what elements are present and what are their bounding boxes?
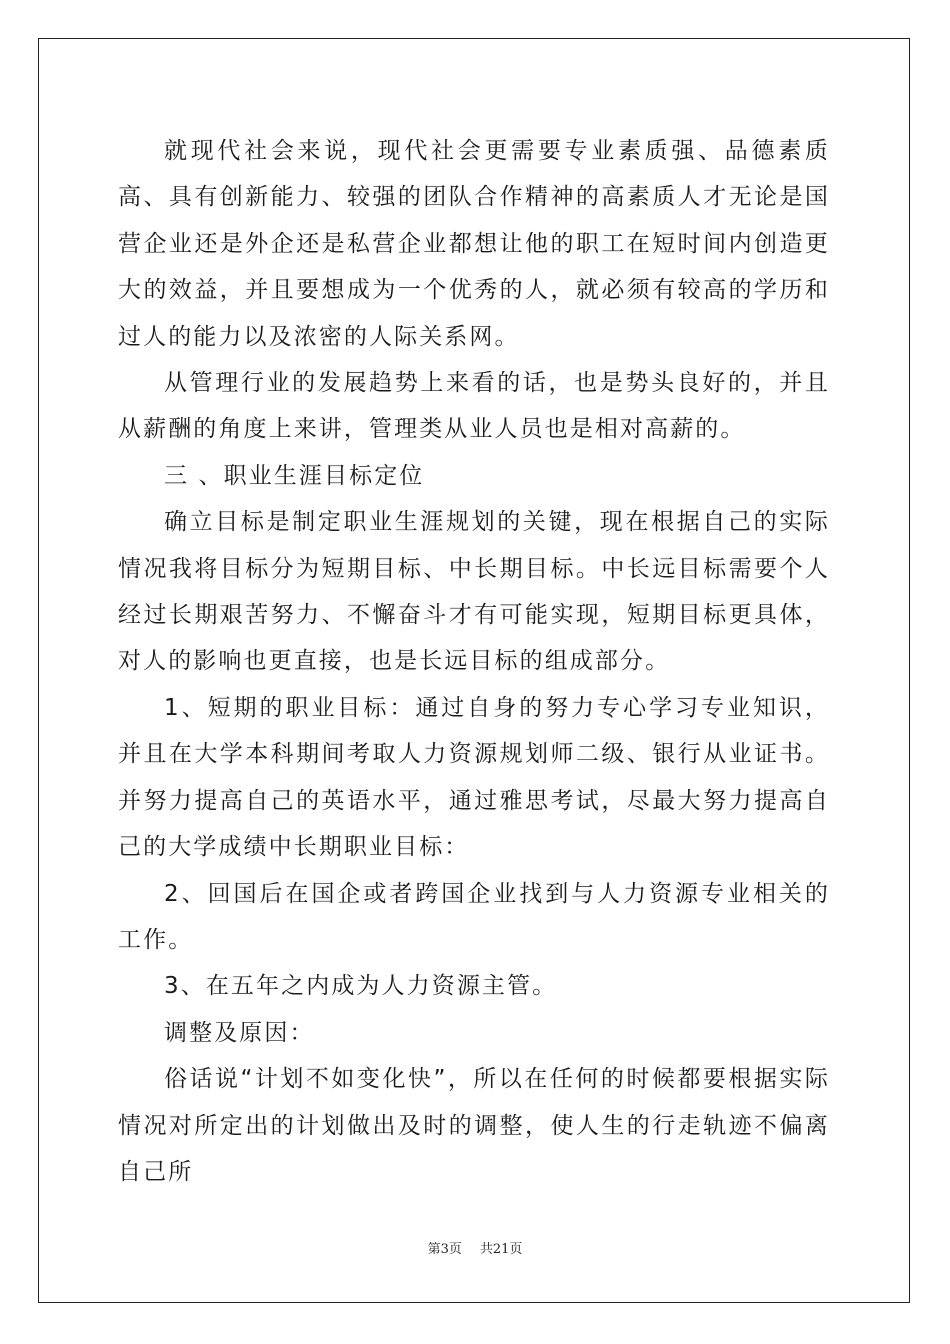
page-number: 第3页 [427, 1242, 462, 1257]
page-total: 共21页 [479, 1242, 523, 1257]
paragraph-modern-society: 就现代社会来说，现代社会更需要专业素质强、品德素质高、具有创新能力、较强的团队合作精神的高素质人才无论是国营企业还是外企还是私营企业都想让他的职工在短时间内创造更大的效益，并且要想成为一个优秀的人，就必须有较高的学历和过人的能力以及浓密的人际关系网。 [118, 138, 830, 350]
paragraph-goal-2: 2、回国后在国企或者跨国企业找到与人力资源专业相关的工作。 [118, 880, 830, 953]
paragraph-goal-setting: 确立目标是制定职业生涯规划的关键，现在根据自己的实际情况我将目标分为短期目标、中长期目标。中长远目标需要个人经过长期艰苦努力、不懈奋斗才有可能实现，短期目标更具体，对人的影响也更直接，也是长远目标的组成部分。 [118, 509, 830, 675]
paragraph-goal-3: 3、在五年之内成为人力资源主管。 [164, 973, 558, 1000]
paragraph-management-trend: 从管理行业的发展趋势上来看的话，也是势头良好的，并且从薪酬的角度上来讲，管理类从业人员也是相对高薪的。 [118, 370, 830, 443]
paragraph-adjustment-reason: 俗话说“计划不如变化快”，所以在任何的时候都要根据实际情况对所定出的计划做出及时的调整，使人生的行走轨迹不偏离自己所 [118, 1066, 830, 1185]
document-body [118, 128, 830, 1195]
paragraph-adjustment-heading: 调整及原因： [164, 1019, 315, 1046]
paragraph-short-term-goal: 1、短期的职业目标：通过自身的努力专心学习专业知识，并且在大学本科期间考取人力资源规划师二级、银行从业证书。并努力提高自己的英语水平，通过雅思考试，尽最大努力提高自己的大学成绩中长期职业目标： [118, 694, 830, 861]
section-heading-career-goal: 三 、职业生涯目标定位 [164, 462, 425, 489]
page-footer [0, 1238, 950, 1257]
